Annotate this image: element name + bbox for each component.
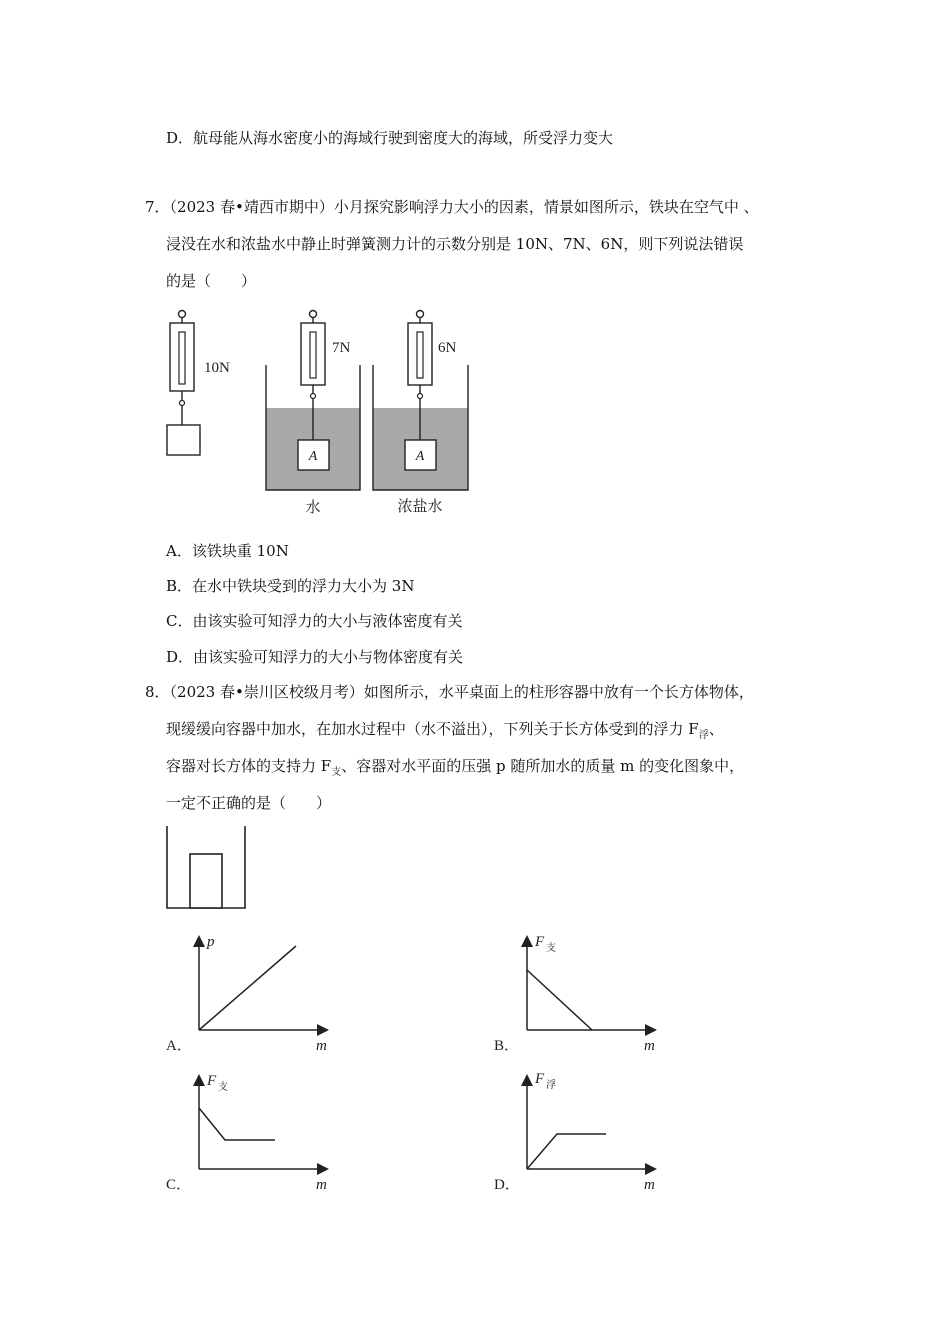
q8-stem-line4: 一定不正确的是（ ） — [166, 794, 332, 812]
q7-option-b: B．在水中铁块受到的浮力大小为 3N — [166, 577, 415, 595]
q8-stem-line2-end: 、 — [708, 720, 724, 738]
q8-stem-line1: 8．（2023 春•崇川区校级月考）如图所示，水平桌面上的柱形容器中放有一个长方体物体， — [145, 683, 754, 701]
graph-d — [488, 1067, 668, 1197]
graph-d-x-label: m — [644, 1177, 655, 1193]
q7-option-c: C．由该实验可知浮力的大小与液体密度有关 — [166, 612, 463, 630]
q8-container-figure — [164, 824, 250, 914]
graph-b-label: B． — [494, 1038, 520, 1054]
graph-c-x-label: m — [316, 1177, 327, 1193]
q6-option-d: D．航母能从海水密度小的海域行驶到密度大的海域，所受浮力变大 — [166, 129, 614, 147]
q7-stem-line3: 的是（ ） — [166, 272, 257, 290]
q8-stem-line3-b: 、容器对水平面的压强 p 随所加水的质量 m 的变化图象中， — [341, 757, 745, 775]
q8-stem-line2-text: 现缓缓向容器中加水，在加水过程中（水不溢出），下列关于长方体受到的浮力 F — [166, 720, 699, 738]
graph-c-label: C． — [166, 1177, 192, 1193]
graph-c-curve — [199, 1108, 275, 1140]
graph-d-label: D． — [494, 1177, 520, 1193]
reading-water: 7N — [332, 340, 351, 356]
spring-scale-air — [167, 311, 200, 456]
q7-figure — [160, 305, 480, 525]
graph-d-y-sub: 浮 — [546, 1080, 556, 1091]
q8-stem-line3 — [166, 756, 744, 783]
q7-stem-line2: 浸没在水和浓盐水中静止时弹簧测力计的示数分别是 10N、7N、6N，则下列说法错误 — [166, 235, 744, 253]
graph-a-curve — [199, 946, 296, 1030]
graph-c-y-label: F — [207, 1073, 217, 1089]
reading-air: 10N — [204, 360, 230, 376]
graph-a-x-label: m — [316, 1038, 327, 1054]
block-label-water: A — [308, 449, 318, 464]
graph-a-y-label: p — [207, 934, 215, 950]
graph-b-y-label: F — [535, 934, 545, 950]
graph-b — [488, 928, 668, 1058]
graph-b-y-sub: 支 — [546, 943, 556, 954]
q7-option-d: D．由该实验可知浮力的大小与物体密度有关 — [166, 648, 464, 666]
q8-sub-support: 支 — [331, 767, 342, 778]
graph-c-y-sub: 支 — [218, 1082, 228, 1093]
graph-d-y-label: F — [535, 1071, 545, 1087]
graph-a-label: A． — [166, 1038, 192, 1054]
q7-stem-line1: 7．（2023 春•靖西市期中）小月探究影响浮力大小的因素，情景如图所示，铁块在空气中 、 — [145, 198, 759, 216]
reading-brine: 6N — [438, 340, 457, 356]
q7-option-a: A．该铁块重 10N — [166, 542, 289, 560]
block-label-brine: A — [415, 449, 425, 464]
q8-sub-float: 浮 — [698, 730, 709, 741]
q8-stem-line3-a: 容器对长方体的支持力 F — [166, 757, 332, 775]
q8-stem-line2 — [166, 719, 724, 746]
graph-b-x-label: m — [644, 1038, 655, 1054]
graph-b-curve — [527, 970, 592, 1030]
water-label: 水 — [305, 500, 321, 516]
graph-a — [160, 928, 340, 1058]
graph-d-curve — [527, 1134, 606, 1169]
brine-label: 浓盐水 — [397, 499, 443, 515]
graph-c — [160, 1067, 340, 1197]
